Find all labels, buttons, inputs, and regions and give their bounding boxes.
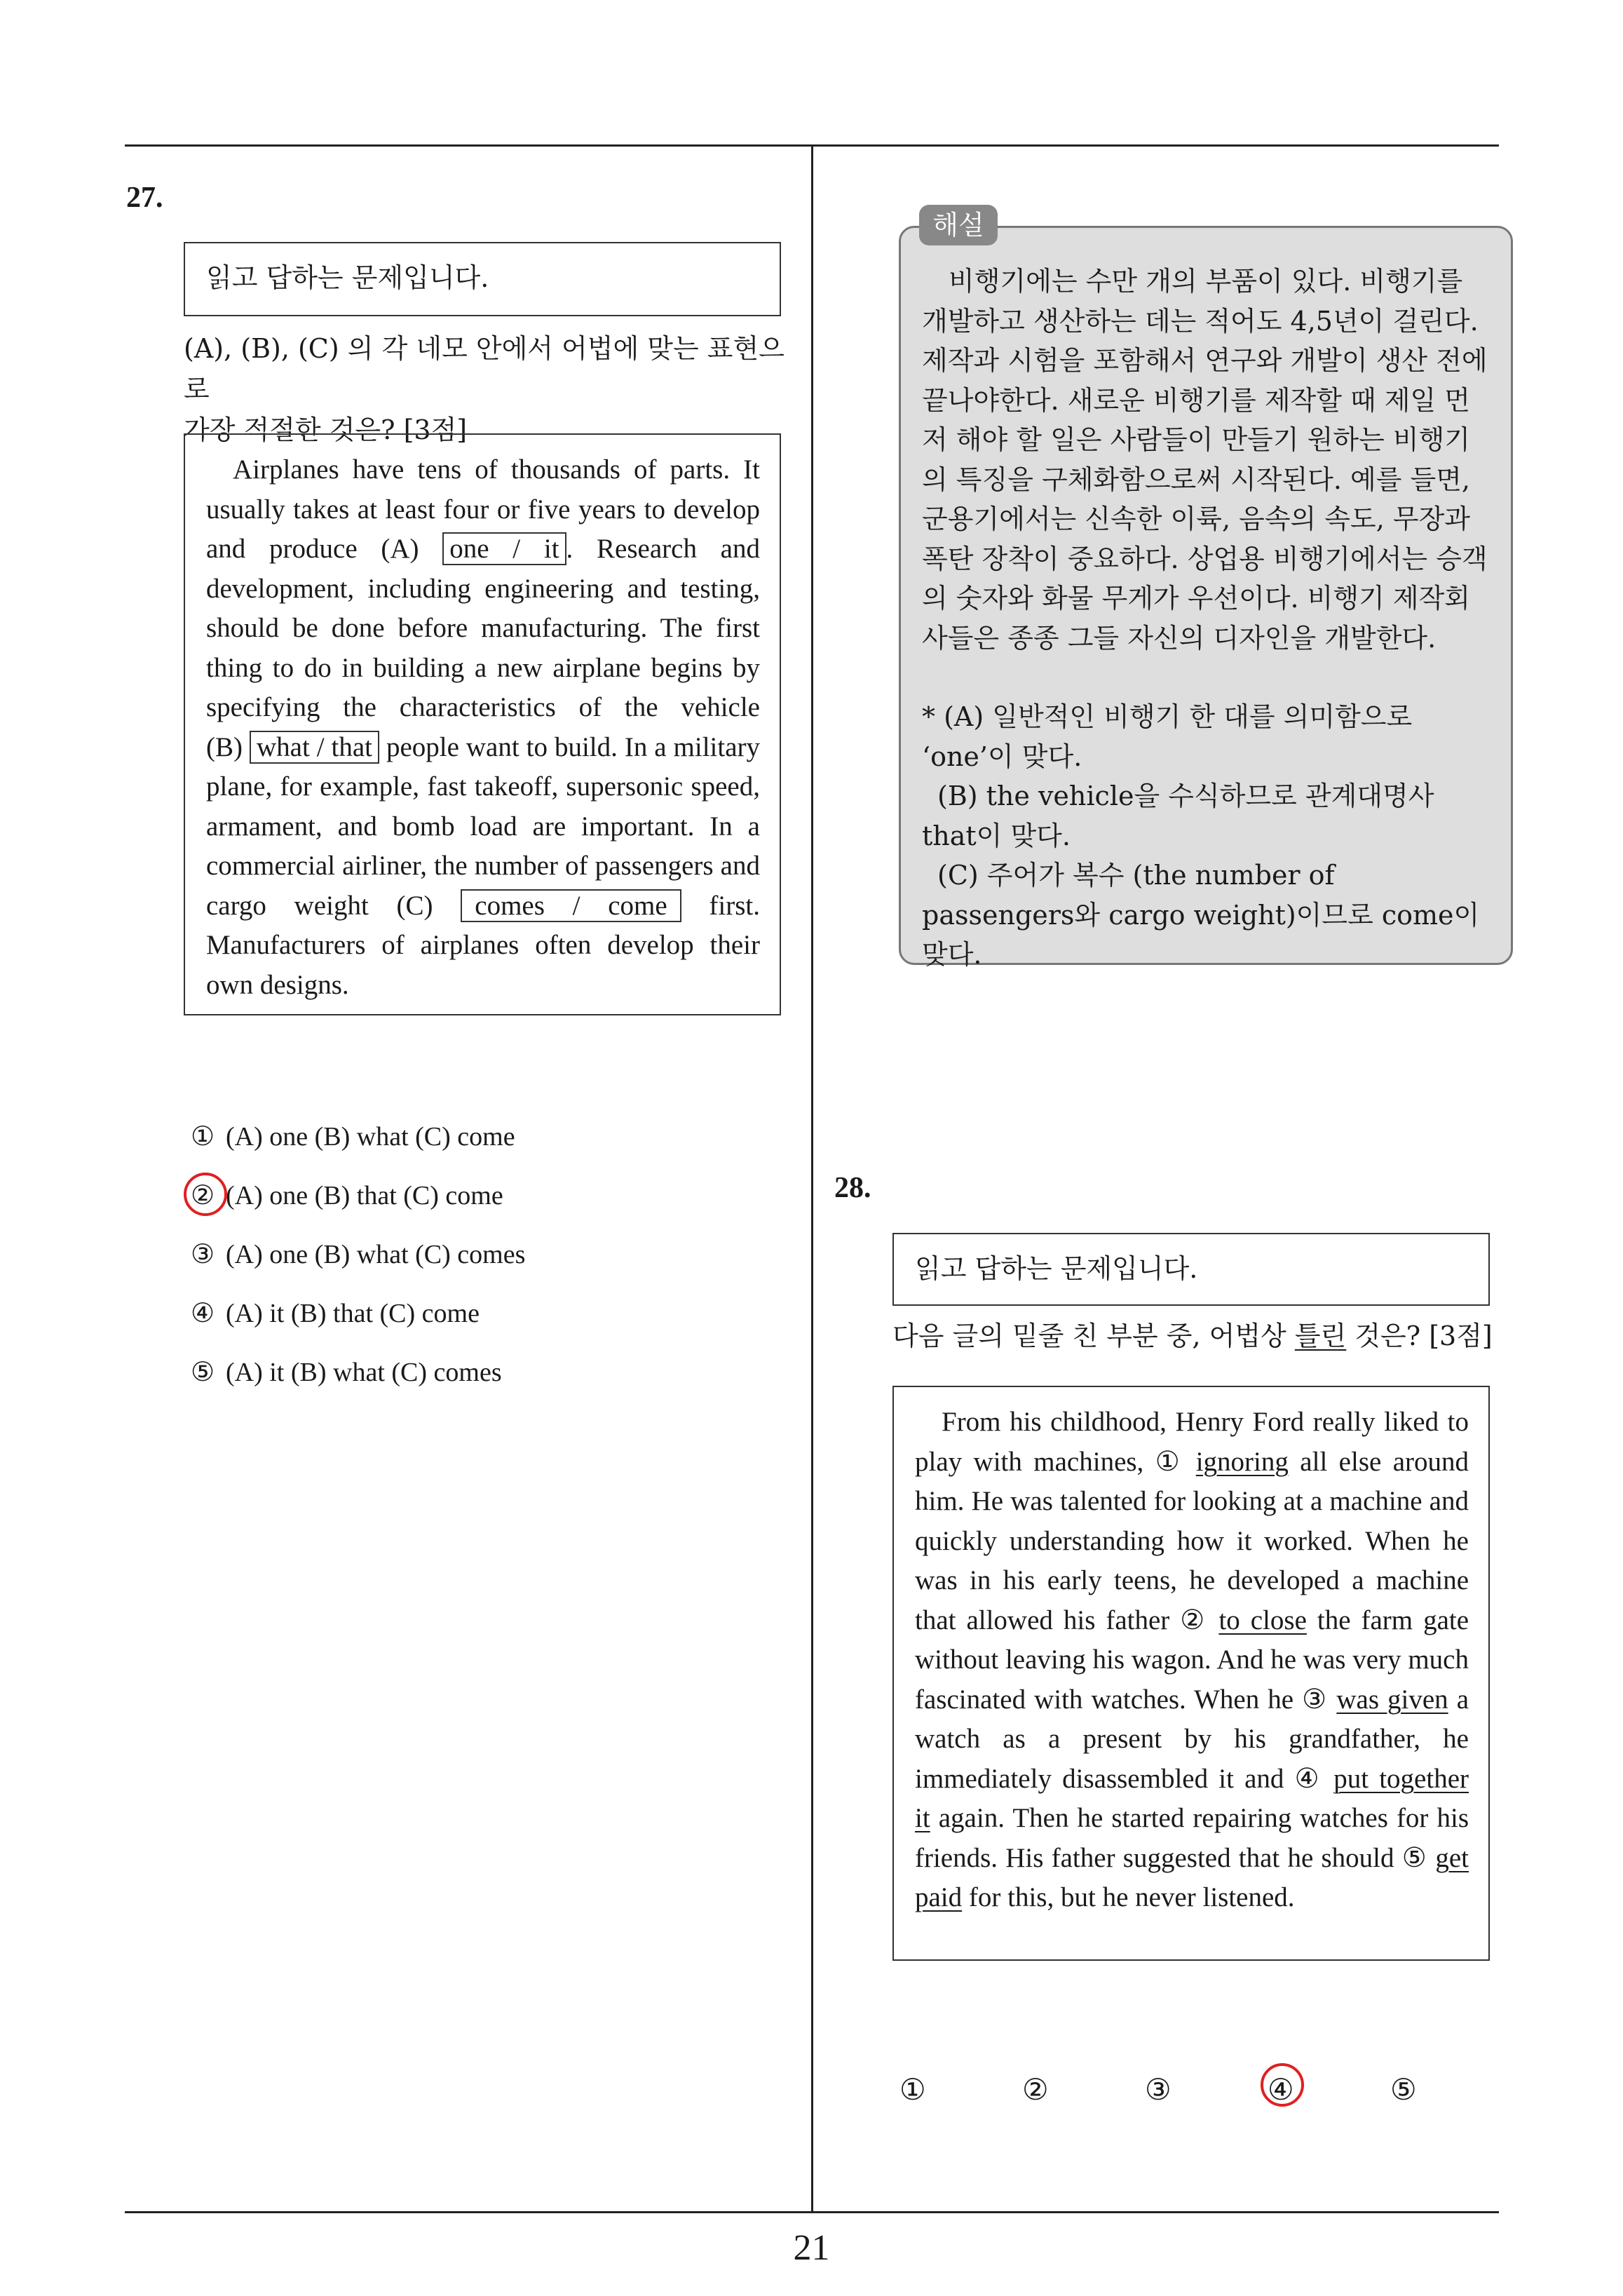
q27-choice-1[interactable]	[191, 1121, 515, 1152]
q27-choice-4[interactable]	[191, 1297, 480, 1329]
q28-underline-5: get paid	[915, 1842, 1469, 1912]
q28-passage-p5: again. Then he started repairing watches for his friends. His father suggested that he should ⑤	[915, 1803, 1469, 1873]
q28-answer-5[interactable]: ⑤	[1390, 2074, 1417, 2107]
q27-answer-circle	[184, 1173, 227, 1216]
q27-prompt-line1: (A), (B), (C) 의 각 네모 안에서 어법에 맞는 표현으로	[184, 333, 785, 405]
q28-answer-circle	[1261, 2063, 1304, 2107]
q28-passage-p4: a watch as a present by his grandfather, he immediately disassembled it and ④	[915, 1684, 1469, 1794]
page-number: 21	[793, 2228, 830, 2268]
q28-passage	[915, 1403, 1469, 1918]
q27-choice-3[interactable]	[191, 1238, 525, 1270]
q27-prompt	[184, 328, 801, 450]
q27-choice-1-text: (A) one (B) what (C) come	[226, 1122, 515, 1152]
q27-instruction-text: 읽고 답하는 문제입니다.	[206, 262, 489, 293]
q27-choice-5-text: (A) it (B) what (C) comes	[226, 1358, 502, 1387]
q28-answer-1[interactable]: ①	[899, 2074, 926, 2107]
q27-passage-s2: . Research and development, including engineering and testing, should be done before manufacturing. The first thing to do in building a new airplane begins by specifying the characteristics of the vehicle (B)	[206, 534, 760, 762]
q27-box-a: one / it	[442, 532, 566, 565]
q28-prompt-pre: 다음 글의 밑줄 친 부분 중, 어법상	[892, 1321, 1295, 1351]
q28-prompt-post: 것은? [3점]	[1346, 1321, 1493, 1351]
q28-prompt	[892, 1316, 1509, 1356]
q28-underline-3: was given	[1336, 1684, 1448, 1715]
q27-passage-box	[184, 433, 781, 1015]
q27-choice-2-text: (A) one (B) that (C) come	[226, 1181, 503, 1210]
q28-prompt-underlined: 틀린	[1294, 1321, 1347, 1351]
explanation-tag: 해설	[919, 205, 998, 245]
q28-passage-p3: the farm gate without leaving his wagon. And he was very much fascinated with watches. When he ③	[915, 1605, 1469, 1715]
q27-box-c: comes / come	[461, 889, 681, 922]
q27-passage-s3: people want to build. In a military plane, for example, fast takeoff, supersonic speed, armament, and bomb load are important. In a commercial airliner, the number of passengers and cargo weight (C)	[206, 731, 761, 921]
question-28-number: 28.	[834, 1172, 871, 1204]
q28-underline-1: ignoring	[1195, 1446, 1289, 1477]
q28-answer-4[interactable]: ④	[1268, 2074, 1294, 2107]
q28-underline-2: to close	[1218, 1605, 1307, 1635]
q28-answer-3[interactable]: ③	[1145, 2074, 1172, 2107]
q27-box-b: what / that	[250, 731, 379, 764]
question-27-number: 27.	[126, 182, 163, 214]
bottom-rule	[125, 2211, 1499, 2213]
explanation-note-b: (B) the vehicle을 수식하므로 관계대명사 that이 맞다.	[922, 781, 1434, 851]
column-divider	[811, 144, 813, 2212]
q27-prompt-line2: 가장 적절한 것은? [3점]	[184, 414, 468, 445]
q27-choice-5[interactable]	[191, 1356, 502, 1388]
q28-instruction-text: 읽고 답하는 문제입니다.	[915, 1253, 1198, 1284]
q27-choice-4-text: (A) it (B) that (C) come	[226, 1299, 480, 1328]
q28-passage-p6: for this, but he never listened.	[968, 1882, 1295, 1912]
q27-instruction-box	[184, 242, 781, 316]
explanation-note-a: * (A) 일반적인 비행기 한 대를 의미함으로 ‘one’이 맞다.	[922, 701, 1413, 772]
q27-choice-3-text: (A) one (B) what (C) comes	[226, 1240, 526, 1269]
q28-instruction-box	[892, 1233, 1490, 1306]
explanation-note-c: (C) 주어가 복수 (the number of passengers와 cargo weight)이므로 come이 맞다.	[922, 860, 1480, 970]
q28-passage-p1: From his childhood, Henry Ford really liked to play with machines, ①	[915, 1407, 1469, 1477]
explanation-box	[899, 226, 1513, 970]
q27-choice-1-mark: ①	[191, 1122, 215, 1152]
explanation-body: 비행기에는 수만 개의 부품이 있다. 비행기를 개발하고 생산하는 데는 적어도 4,5년이 걸린다. 제작과 시험을 포함해서 연구와 개발이 생산 전에 끝나야한다. 새로운 비행기를 제작할 때 제일 먼저 해야 할 일은 사람들이 만들기 원하는 비행기의 특징을 구체화함으로써 시작된다. 예를 들면, 군용기에서는 신속한 이륙, 음속의 속도, 무장과 폭탄 장착이 중요하다. 상업용 비행기에서는 승객의 숫자와 화물 무게가 우선이다. 비행기 제작회사들은 종종 그들 자신의 디자인을 개발한다.	[922, 266, 1488, 654]
q28-passage-box	[892, 1386, 1490, 1961]
q27-choice-5-mark: ⑤	[191, 1358, 215, 1387]
q28-underline-4: put together it	[915, 1763, 1469, 1833]
q27-passage-s1: Airplanes have tens of thousands of parts. It usually takes at least four or five years to develop and produce (A)	[206, 454, 760, 564]
q27-passage	[206, 450, 760, 1005]
q27-choice-4-mark: ④	[191, 1299, 215, 1328]
q28-answer-2[interactable]: ②	[1022, 2074, 1049, 2107]
q27-choice-3-mark: ③	[191, 1240, 215, 1269]
q27-choice-2[interactable]	[191, 1180, 503, 1211]
q28-passage-p2: all else around him. He was talented for looking at a machine and quickly understanding how it worked. When he was in his early teens, he developed a machine that allowed his father ②	[915, 1446, 1469, 1635]
explanation-spacer	[922, 658, 1490, 697]
q27-choice-2-mark: ②	[191, 1181, 215, 1210]
q27-passage-s4: first. Manufacturers of airplanes often develop their own designs.	[206, 890, 760, 1000]
